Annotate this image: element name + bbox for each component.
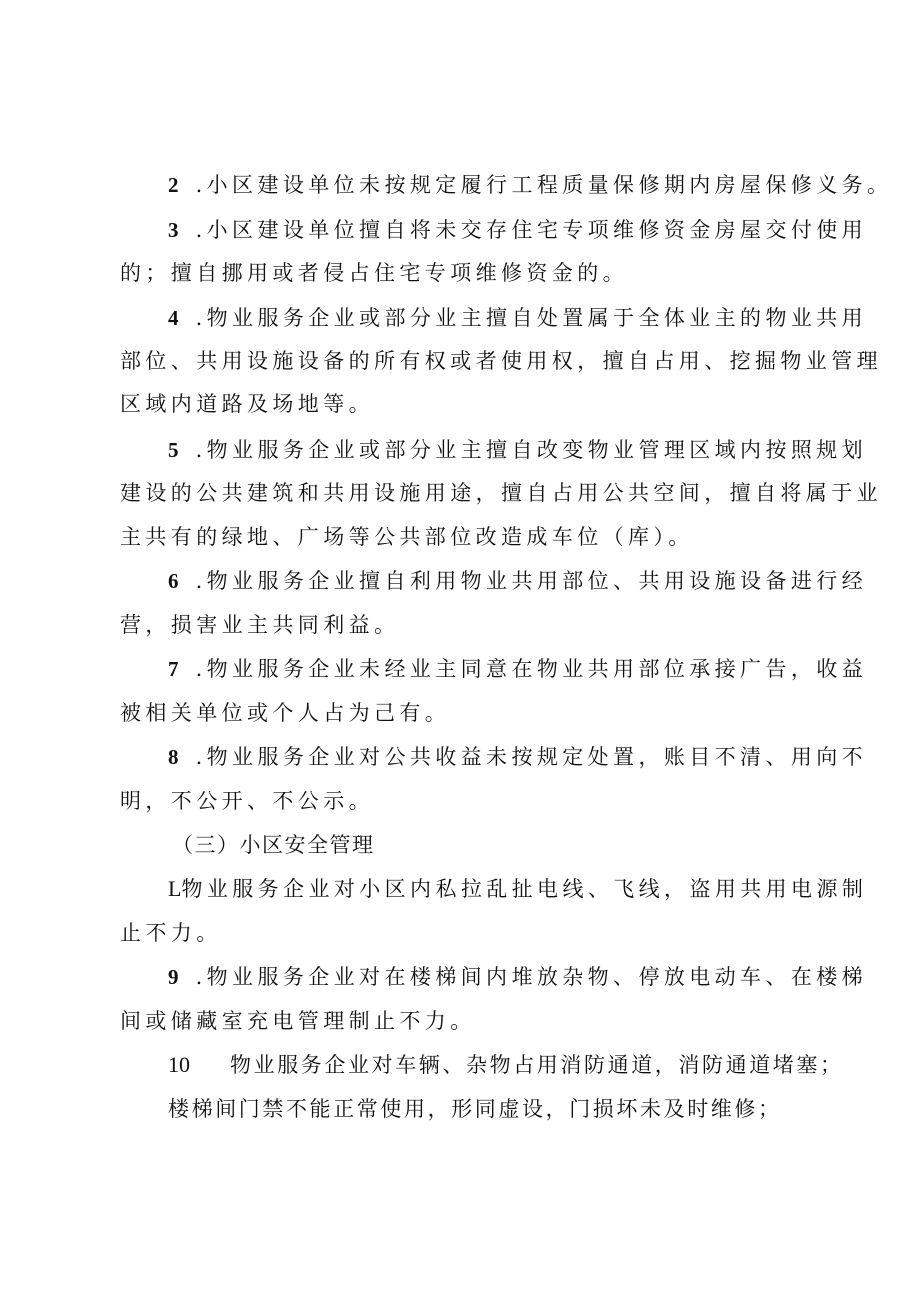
item-10-line-2	[168, 1094, 782, 1124]
item-text: .物业服务企业对在楼梯间内堆放杂物、停放电动车、在楼梯	[184, 965, 868, 989]
item-number: 4	[168, 306, 179, 330]
item-text: .物业服务企业擅自利用物业共用部位、共用设施设备进行经	[184, 569, 868, 593]
item-text: .小区建设单位擅自将未交存住宅专项维修资金房屋交付使用	[184, 218, 868, 242]
item-number: 8	[168, 745, 179, 769]
item-number: 7	[168, 657, 179, 681]
item-text: 营，损害业主共同利益。	[120, 613, 400, 637]
item-10-line-1	[168, 1050, 844, 1080]
item-text: 物业服务企业对车辆、杂物占用消防通道，消防通道堵塞；	[230, 1053, 844, 1077]
item-8-line-2	[120, 786, 374, 816]
item-L-line-1	[168, 874, 867, 904]
item-text: 建设的公共建筑和共用设施用途，擅自占用公共空间，擅自将属于业	[120, 481, 882, 505]
item-text: 间或储藏室充电管理制止不力。	[120, 1009, 476, 1033]
item-text: .物业服务企业或部分业主擅自改变物业管理区域内按照规划	[184, 438, 868, 462]
item-text: 的；擅自挪用或者侵占住宅专项维修资金的。	[120, 261, 628, 285]
item-text: .物业服务企业或部分业主擅自处置属于全体业主的物业共用	[184, 306, 868, 330]
item-number: L	[168, 876, 182, 901]
item-6-line-1	[168, 566, 867, 596]
item-text: .物业服务企业对公共收益未按规定处置，账目不清、用向不	[184, 745, 868, 769]
item-5-line-3	[120, 522, 694, 552]
item-text: 楼梯间门禁不能正常使用，形同虚设，门损坏未及时维修；	[168, 1097, 782, 1121]
item-7-line-2	[120, 698, 450, 728]
item-5-line-1	[168, 435, 867, 465]
item-number: 5	[168, 438, 179, 462]
item-number: 6	[168, 569, 179, 593]
item-number: 9	[168, 965, 179, 989]
item-4-line-1	[168, 303, 867, 333]
item-number: 3	[168, 218, 179, 242]
item-text: 主共有的绿地、广场等公共部位改造成车位（库）。	[120, 525, 694, 549]
item-4-line-3	[120, 389, 374, 419]
item-number: 2	[168, 173, 179, 197]
item-7-line-1	[168, 654, 867, 684]
item-9-line-2	[120, 1006, 476, 1036]
item-text: 区域内道路及场地等。	[120, 392, 374, 416]
item-text: 被相关单位或个人占为己有。	[120, 701, 451, 725]
item-text: .物业服务企业未经业主同意在物业共用部位承接广告，收益	[184, 657, 868, 681]
item-6-line-2	[120, 610, 399, 640]
item-text: 部位、共用设施设备的所有权或者使用权，擅自占用、挖掘物业管理	[120, 349, 882, 373]
item-number: 10	[168, 1052, 190, 1077]
item-text: 物业服务企业对小区内私拉乱扯电线、飞线，盗用共用电源制	[181, 877, 868, 901]
item-5-line-2	[120, 478, 882, 508]
item-text: .小区建设单位未按规定履行工程质量保修期内房屋保修义务。	[184, 173, 893, 197]
item-8-line-1	[168, 742, 867, 772]
item-text: 明，不公开、不公示。	[120, 789, 374, 813]
item-L-line-2	[120, 918, 222, 948]
item-text: 止不力。	[120, 921, 222, 945]
item-4-line-2	[120, 346, 882, 376]
section-heading: （三）小区安全管理	[172, 833, 375, 857]
item-9-line-1	[168, 962, 867, 992]
item-3-line-1	[168, 215, 867, 245]
item-3-line-2	[120, 258, 628, 288]
item-2-line-1	[168, 170, 892, 200]
